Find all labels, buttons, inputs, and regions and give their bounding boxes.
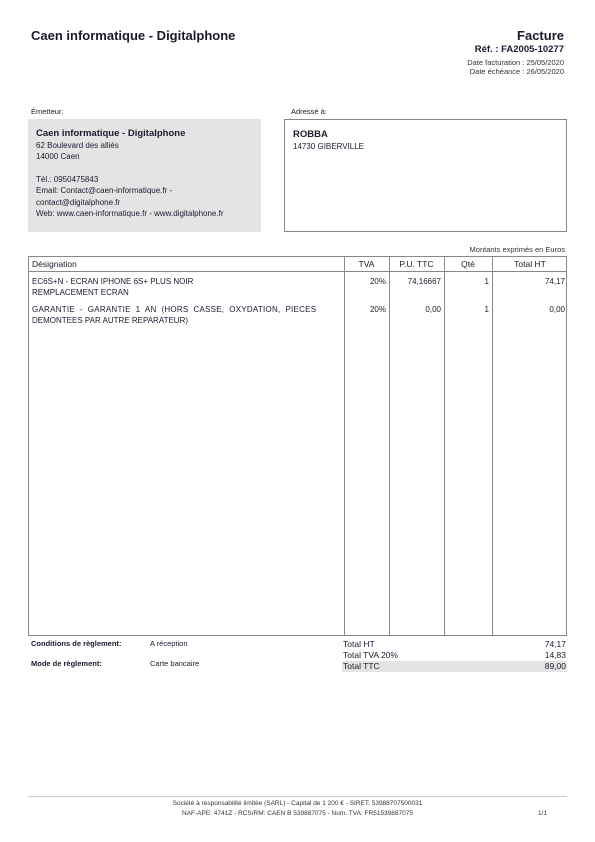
document-title: Facture xyxy=(517,28,564,43)
recipient-box xyxy=(284,119,567,232)
table-row-designation xyxy=(32,276,340,298)
company-title: Caen informatique - Digitalphone xyxy=(31,28,236,43)
legal-line1: Société à responsabilité limitée (SARL) - Capital de 1 200 € - SIRET: 53988707500031 xyxy=(172,800,423,807)
header-tva: TVA xyxy=(358,259,375,269)
emitter-phone: Tél.: 0950475843 xyxy=(36,174,99,184)
total-tva-value: 14,83 xyxy=(544,650,566,660)
row-designation-line1: EC6S+N - ECRAN IPHONE 6S+ PLUS NOIR xyxy=(32,277,194,286)
total-ht-value: 74,17 xyxy=(544,639,566,649)
footer-divider xyxy=(28,796,567,797)
total-ttc-label: Total TTC xyxy=(343,661,380,671)
table-header-divider xyxy=(29,271,566,272)
total-ht-row xyxy=(342,639,567,650)
row-designation-line1: GARANTIE - GARANTIE 1 AN (HORS CASSE, OXYDATION, PIECES xyxy=(32,305,317,314)
total-tva-label: Total TVA 20% xyxy=(343,650,398,660)
due-date: Date échéance : 26/05/2020 xyxy=(469,67,564,76)
emitter-email-line1: Email: Contact@caen-informatique.fr - xyxy=(36,186,173,196)
row-tva: 20% xyxy=(369,277,386,286)
payment-conditions-value: A réception xyxy=(150,639,188,648)
legal-line2: NAF-APE: 4741Z - RCS/RM: CAEN B 539887075 - Num. TVA: FR51539887075 xyxy=(182,810,413,817)
payment-mode-value: Carte bancaire xyxy=(150,659,200,668)
currency-note: Montants exprimés en Euros xyxy=(469,245,565,254)
invoice-reference: Réf. : FA2005-10277 xyxy=(474,44,564,55)
total-ttc-row xyxy=(342,661,567,672)
emitter-address-line1: 62 Boulevard des alliés xyxy=(36,141,119,150)
items-table xyxy=(28,256,567,636)
row-unit-price: 0,00 xyxy=(425,305,441,314)
row-designation-line2: DEMONTEES PAR AUTRE REPARATEUR) xyxy=(32,316,189,325)
header-designation: Désignation xyxy=(32,259,77,269)
payment-mode-label: Mode de règlement: xyxy=(31,659,102,668)
invoice-date: Date facturation : 25/05/2020 xyxy=(467,58,564,67)
header-unit-price: P.U. TTC xyxy=(399,259,434,269)
table-row-designation xyxy=(32,304,340,326)
emitter-web: Web: www.caen-informatique.fr - www.digitalphone.fr xyxy=(36,209,224,219)
recipient-label: Adressé à: xyxy=(291,107,327,116)
row-designation-line2: REMPLACEMENT ECRAN xyxy=(32,288,129,297)
row-quantity: 1 xyxy=(484,305,489,314)
emitter-email-line2: contact@digitalphone.fr xyxy=(36,197,121,207)
payment-conditions-label: Conditions de règlement: xyxy=(31,639,122,648)
emitter-box xyxy=(28,119,261,232)
emitter-name: Caen informatique - Digitalphone xyxy=(36,128,186,139)
emitter-address-line2: 14000 Caen xyxy=(36,152,80,162)
header-total: Total HT xyxy=(514,259,546,269)
recipient-address: 14730 GIBERVILLE xyxy=(293,142,365,151)
header-quantity: Qté xyxy=(461,259,475,269)
row-tva: 20% xyxy=(369,305,386,314)
row-total: 0,00 xyxy=(549,305,565,314)
row-total: 74,17 xyxy=(544,277,565,286)
total-tva-row xyxy=(342,650,567,661)
emitter-label: Émetteur: xyxy=(31,107,64,116)
row-quantity: 1 xyxy=(484,277,489,286)
page-number: 1/1 xyxy=(537,810,547,817)
row-unit-price: 74,16667 xyxy=(407,277,441,286)
total-ttc-value: 89,00 xyxy=(544,661,566,671)
total-ht-label: Total HT xyxy=(343,639,375,649)
recipient-name: ROBBA xyxy=(293,129,328,140)
